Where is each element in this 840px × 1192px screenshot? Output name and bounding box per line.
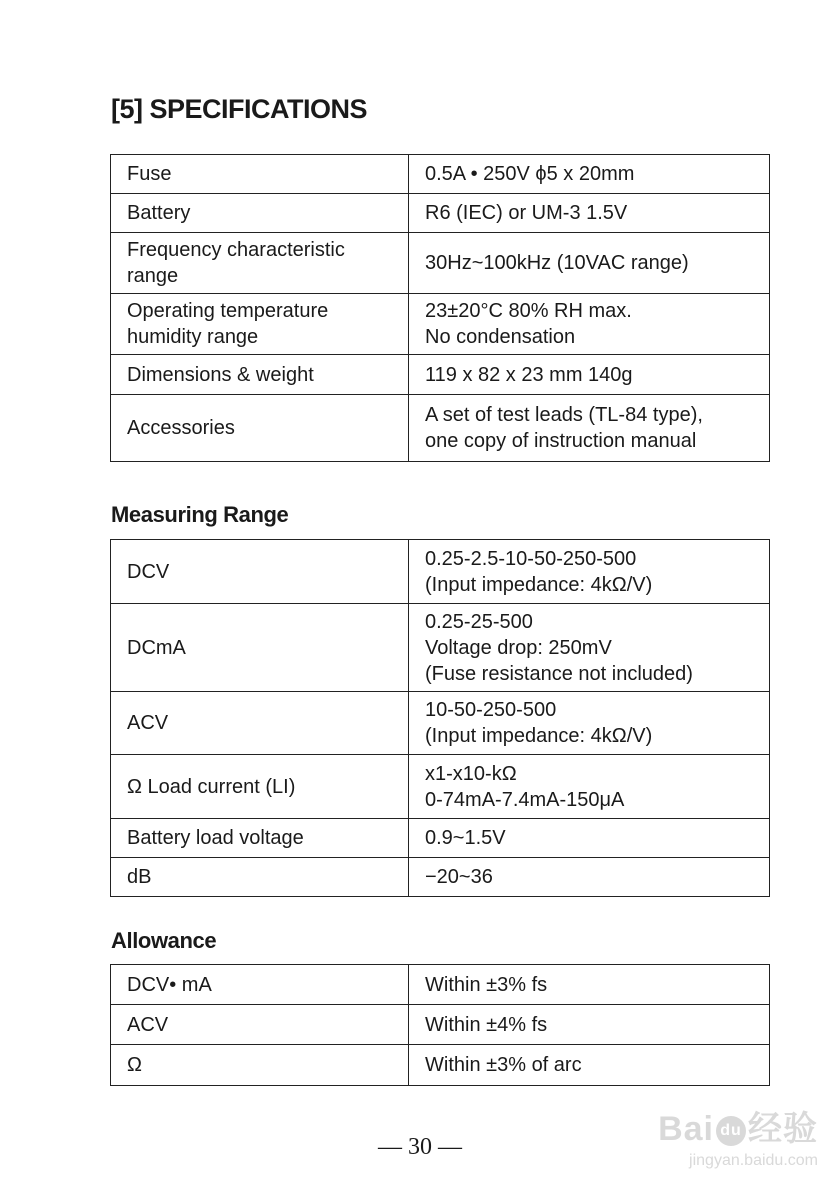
range-value: −20~36 bbox=[409, 858, 770, 897]
measuring-range-table bbox=[110, 539, 770, 897]
range-value: 0.25-25-500 Voltage drop: 250mV (Fuse resistance not included) bbox=[409, 604, 770, 692]
spec-value: A set of test leads (TL-84 type), one copy of instruction manual bbox=[409, 395, 770, 462]
spec-label: Battery bbox=[111, 194, 409, 233]
watermark-url: jingyan.baidu.com bbox=[689, 1152, 818, 1169]
allowance-label: DCV• mA bbox=[111, 965, 409, 1005]
table-row bbox=[111, 819, 770, 858]
allowance-heading: Allowance bbox=[111, 928, 217, 953]
table-row bbox=[111, 755, 770, 819]
spec-value: 0.5A • 250V ϕ5 x 20mm bbox=[409, 155, 770, 194]
range-label: DCmA bbox=[111, 604, 409, 692]
range-value: 10-50-250-500 (Input impedance: 4kΩ/V) bbox=[409, 692, 770, 755]
spec-value: 119 x 82 x 23 mm 140g bbox=[409, 355, 770, 395]
table-row bbox=[111, 604, 770, 692]
table-row bbox=[111, 194, 770, 233]
range-label: ACV bbox=[111, 692, 409, 755]
paw-icon: du bbox=[716, 1116, 746, 1146]
range-label: Ω Load current (LI) bbox=[111, 755, 409, 819]
spec-label: Fuse bbox=[111, 155, 409, 194]
allowance-value: Within ±3% fs bbox=[409, 965, 770, 1005]
spec-label: Dimensions & weight bbox=[111, 355, 409, 395]
table-row bbox=[111, 233, 770, 294]
allowance-table bbox=[110, 964, 770, 1086]
range-label: dB bbox=[111, 858, 409, 897]
page-number: — 30 — bbox=[378, 1134, 462, 1160]
range-label: DCV bbox=[111, 540, 409, 604]
table-row bbox=[111, 395, 770, 462]
table-row bbox=[111, 1045, 770, 1086]
baidu-watermark bbox=[658, 1101, 818, 1170]
baidu-logo bbox=[658, 1101, 818, 1150]
measuring-range-heading: Measuring Range bbox=[111, 502, 289, 527]
allowance-value: Within ±4% fs bbox=[409, 1005, 770, 1045]
range-label: Battery load voltage bbox=[111, 819, 409, 858]
spec-label: Frequency characteristic range bbox=[111, 233, 409, 294]
range-value: 0.9~1.5V bbox=[409, 819, 770, 858]
watermark-logo-left: Bai bbox=[658, 1110, 714, 1148]
table-row bbox=[111, 294, 770, 355]
table-row bbox=[111, 355, 770, 395]
table-row bbox=[111, 858, 770, 897]
allowance-value: Within ±3% of arc bbox=[409, 1045, 770, 1086]
page-heading: [5] SPECIFICATIONS bbox=[111, 94, 368, 124]
spec-value: R6 (IEC) or UM-3 1.5V bbox=[409, 194, 770, 233]
spec-label: Accessories bbox=[111, 395, 409, 462]
allowance-label: Ω bbox=[111, 1045, 409, 1086]
table-row bbox=[111, 692, 770, 755]
spec-label: Operating temperature humidity range bbox=[111, 294, 409, 355]
watermark-logo-right: 经验 bbox=[748, 1110, 818, 1148]
spec-value: 30Hz~100kHz (10VAC range) bbox=[409, 233, 770, 294]
specifications-table bbox=[110, 154, 770, 462]
range-value: 0.25-2.5-10-50-250-500 (Input impedance: 4kΩ/V) bbox=[409, 540, 770, 604]
table-row bbox=[111, 155, 770, 194]
spec-value: 23±20°C 80% RH max. No condensation bbox=[409, 294, 770, 355]
allowance-label: ACV bbox=[111, 1005, 409, 1045]
range-value: x1-x10-kΩ 0-74mA-7.4mA-150μA bbox=[409, 755, 770, 819]
table-row bbox=[111, 540, 770, 604]
table-row bbox=[111, 965, 770, 1005]
table-row bbox=[111, 1005, 770, 1045]
